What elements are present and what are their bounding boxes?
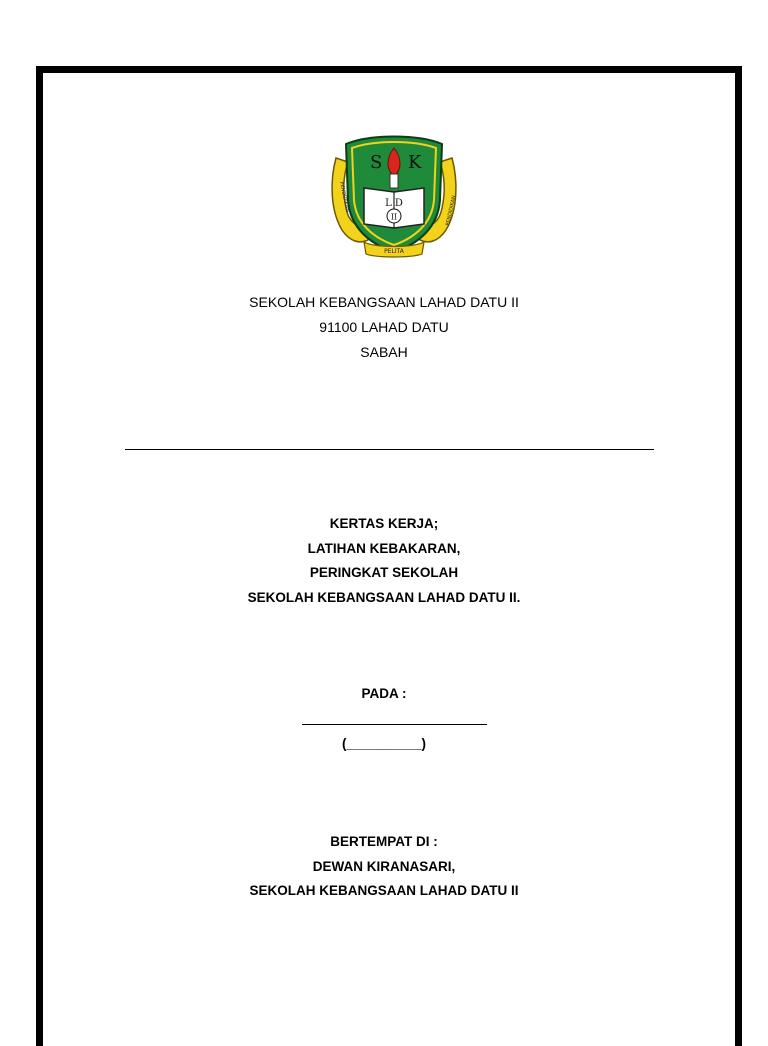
title-line: SEKOLAH KEBANGSAAN LAHAD DATU II. [247,589,521,605]
venue-label: BERTEMPAT DI : [330,834,438,849]
crest-letter-s: S [370,152,383,173]
school-state: SABAH [360,344,408,360]
date-label: PADA : [361,686,407,701]
school-address [0,294,768,369]
crest-book-text: L D [385,198,403,209]
school-postcode-city: 91100 LAHAD DATU [319,319,449,335]
school-name: SEKOLAH KEBANGSAAN LAHAD DATU II [249,294,519,310]
title-line: PERINGKAT SEKOLAH [309,565,459,580]
venue-hall: DEWAN KIRANASARI, [312,858,456,874]
crest-ribbon-left: PENDIDIKAN [338,181,351,213]
crest-ribbon-right: PENDIDIKAN [445,194,458,227]
date-blank-line [302,724,487,725]
venue-school: SEKOLAH KEBANGSAAN LAHAD DATU II [249,883,519,898]
header-divider [125,449,654,450]
venue-block [0,833,768,907]
crest-letter-k: K [408,152,422,173]
document-title [0,515,768,613]
crest-ribbon-text: PELITA [384,248,404,255]
title-line: KERTAS KERJA; [329,516,439,531]
date-paren-blank: (__________) [341,736,427,751]
title-line: LATIHAN KEBAKARAN, [307,540,461,556]
school-crest-logo [330,130,458,260]
crest-numeral: II [390,212,398,222]
